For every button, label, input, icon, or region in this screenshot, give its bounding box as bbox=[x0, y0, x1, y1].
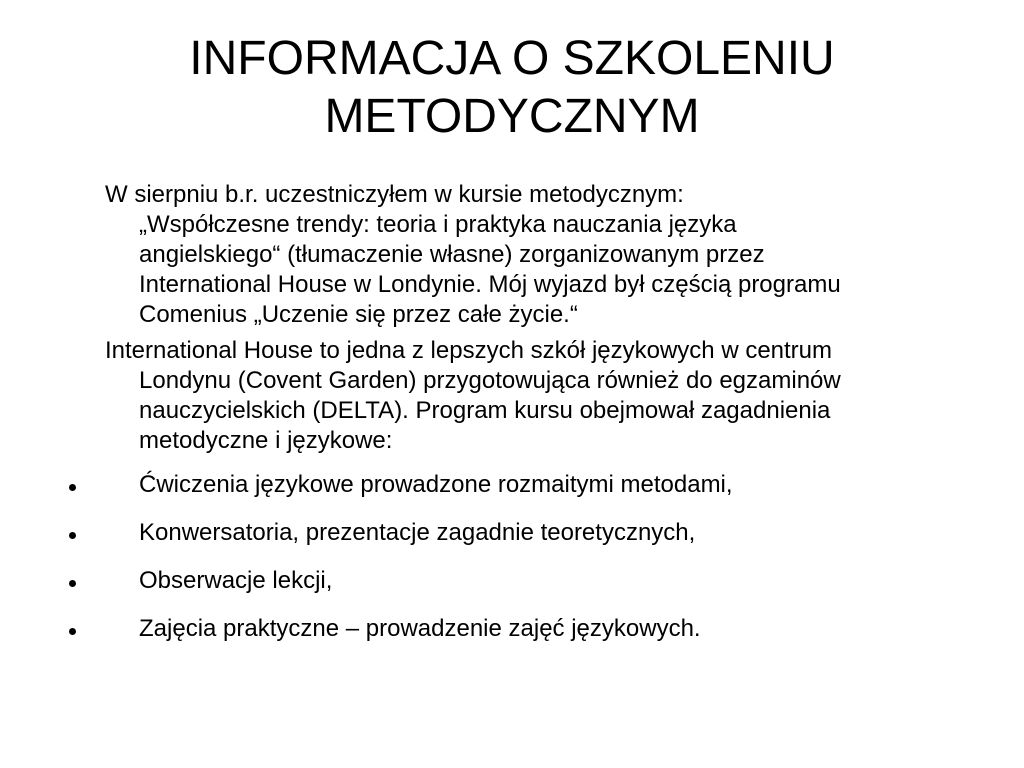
paragraph-line: W sierpniu b.r. uczestniczyłem w kursie metodycznym: bbox=[105, 181, 684, 208]
paragraph-line: Comenius „Uczenie się przez całe życie.“ bbox=[139, 301, 578, 328]
paragraph-line: „Współczesne trendy: teoria i praktyka nauczania języka bbox=[139, 211, 737, 238]
bullet-icon bbox=[69, 580, 76, 587]
paragraph-line: metodyczne i językowe: bbox=[139, 427, 393, 454]
list-item bbox=[0, 470, 1024, 518]
list-item bbox=[0, 566, 1024, 614]
list-item-text: Konwersatoria, prezentacje zagadnie teoretycznych, bbox=[139, 519, 696, 546]
slide-title-line-1: INFORMACJA O SZKOLENIU bbox=[189, 32, 835, 85]
list-item-text: Ćwiczenia językowe prowadzone rozmaitymi metodami, bbox=[139, 471, 733, 498]
bullet-list bbox=[0, 470, 1024, 662]
paragraph-school-info bbox=[0, 336, 979, 456]
paragraph-line: International House to jedna z lepszych szkół językowych w centrum bbox=[105, 337, 833, 364]
paragraph-line: Londynu (Covent Garden) przygotowująca również do egzaminów bbox=[139, 367, 841, 394]
list-item bbox=[0, 518, 1024, 566]
list-item-text: Obserwacje lekcji, bbox=[139, 567, 333, 594]
slide-body bbox=[0, 180, 1024, 662]
bullet-icon bbox=[69, 484, 76, 491]
paragraph-line: nauczycielskich (DELTA). Program kursu obejmował zagadnienia bbox=[139, 397, 831, 424]
bullet-icon bbox=[69, 628, 76, 635]
slide-title-line-2: METODYCZNYM bbox=[324, 90, 700, 143]
paragraph-line: angielskiego“ (tłumaczenie własne) zorganizowanym przez bbox=[139, 241, 765, 268]
paragraph-course-info bbox=[0, 180, 979, 330]
list-item bbox=[0, 614, 1024, 662]
paragraph-line: International House w Londynie. Mój wyjazd był częścią programu bbox=[139, 271, 841, 298]
bullet-icon bbox=[69, 532, 76, 539]
slide-title bbox=[0, 30, 1024, 146]
list-item-text: Zajęcia praktyczne – prowadzenie zajęć językowych. bbox=[139, 615, 701, 642]
